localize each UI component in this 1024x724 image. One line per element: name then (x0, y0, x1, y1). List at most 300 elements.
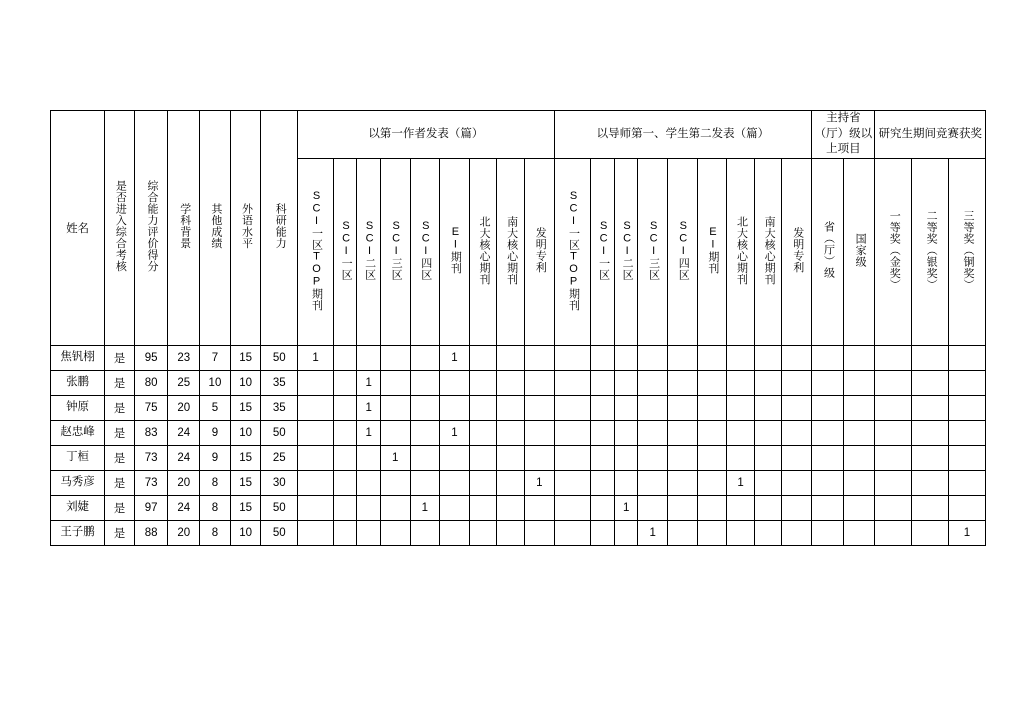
header-foreign-language (230, 111, 261, 346)
subheader-advisor-6 (727, 158, 755, 345)
cell-advisor-6: 1 (727, 470, 755, 495)
cell-research-ability: 30 (261, 470, 298, 495)
cell-advisor-5 (697, 520, 727, 545)
cell-first-author-3 (380, 345, 410, 370)
header-research-ability (261, 111, 298, 346)
cell-first-author-1 (333, 370, 356, 395)
subheader-project-1 (843, 158, 875, 345)
cell-competition-1 (912, 495, 949, 520)
cell-enter-review: 是 (105, 445, 135, 470)
cell-competition-0 (875, 470, 912, 495)
cell-name: 钟原 (51, 395, 105, 420)
cell-foreign-language: 15 (230, 495, 261, 520)
cell-first-author-8 (524, 395, 554, 420)
header-other-scores (200, 111, 231, 346)
cell-first-author-6 (469, 420, 497, 445)
cell-advisor-7 (754, 470, 782, 495)
cell-foreign-language: 15 (230, 445, 261, 470)
cell-first-author-0 (298, 395, 334, 420)
cell-project-0 (812, 370, 844, 395)
cell-advisor-5 (697, 420, 727, 445)
subheader-first-author-6 (469, 158, 497, 345)
cell-first-author-5 (440, 445, 470, 470)
cell-advisor-8 (782, 495, 812, 520)
cell-first-author-0 (298, 370, 334, 395)
cell-advisor-0 (554, 445, 591, 470)
cell-first-author-8: 1 (524, 470, 554, 495)
cell-other-scores: 8 (200, 470, 231, 495)
cell-first-author-8 (524, 345, 554, 370)
cell-competition-2 (949, 420, 986, 445)
subheader-competition-2-label: 三等奖（铜奖） (961, 209, 974, 291)
cell-discipline-background: 20 (168, 520, 200, 545)
cell-advisor-1 (591, 370, 614, 395)
cell-first-author-3 (380, 520, 410, 545)
cell-advisor-6 (727, 495, 755, 520)
cell-first-author-2: 1 (357, 420, 380, 445)
cell-other-scores: 7 (200, 345, 231, 370)
cell-advisor-3 (638, 345, 668, 370)
cell-advisor-4 (668, 370, 698, 395)
subheader-first-author-5 (440, 158, 470, 345)
subheader-advisor-8-label: 发明专利 (791, 227, 804, 274)
cell-competition-2 (949, 445, 986, 470)
cell-comprehensive-score: 73 (134, 470, 168, 495)
header-foreign-language-label: 外语水平 (240, 203, 253, 250)
cell-advisor-5 (697, 370, 727, 395)
cell-advisor-4 (668, 395, 698, 420)
cell-competition-1 (912, 345, 949, 370)
cell-enter-review: 是 (105, 470, 135, 495)
cell-advisor-1 (591, 420, 614, 445)
group-header-competition: 研究生期间竞赛获奖 (875, 111, 986, 159)
cell-first-author-2 (357, 445, 380, 470)
cell-advisor-1 (591, 445, 614, 470)
subheader-first-author-1 (333, 158, 356, 345)
cell-advisor-8 (782, 445, 812, 470)
cell-name: 张鹏 (51, 370, 105, 395)
cell-enter-review: 是 (105, 370, 135, 395)
cell-competition-2 (949, 395, 986, 420)
cell-other-scores: 9 (200, 445, 231, 470)
cell-competition-0 (875, 345, 912, 370)
subheader-first-author-6-label: 北大核心期刊 (477, 215, 490, 285)
cell-project-1 (843, 470, 875, 495)
cell-advisor-7 (754, 420, 782, 445)
cell-advisor-8 (782, 520, 812, 545)
cell-first-author-5: 1 (440, 420, 470, 445)
cell-first-author-1 (333, 420, 356, 445)
subheader-first-author-3-label: SCI三区 (390, 219, 403, 281)
cell-advisor-6 (727, 370, 755, 395)
cell-first-author-0 (298, 420, 334, 445)
cell-research-ability: 25 (261, 445, 298, 470)
cell-first-author-7 (497, 345, 525, 370)
table-body (51, 345, 986, 545)
cell-project-0 (812, 345, 844, 370)
cell-first-author-6 (469, 345, 497, 370)
cell-other-scores: 10 (200, 370, 231, 395)
subheader-first-author-8 (524, 158, 554, 345)
header-discipline-background (168, 111, 200, 346)
cell-first-author-7 (497, 420, 525, 445)
cell-enter-review: 是 (105, 395, 135, 420)
cell-advisor-6 (727, 345, 755, 370)
cell-advisor-3 (638, 420, 668, 445)
cell-comprehensive-score: 73 (134, 445, 168, 470)
cell-advisor-2 (614, 345, 637, 370)
cell-research-ability: 50 (261, 495, 298, 520)
header-enter-review-label: 是否进入综合考核 (114, 180, 127, 273)
cell-first-author-4 (410, 520, 440, 545)
subheader-competition-0-label: 一等奖（金奖） (888, 209, 901, 291)
cell-research-ability: 35 (261, 370, 298, 395)
cell-advisor-5 (697, 470, 727, 495)
cell-advisor-5 (697, 495, 727, 520)
cell-advisor-1 (591, 345, 614, 370)
cell-advisor-7 (754, 395, 782, 420)
cell-first-author-0 (298, 470, 334, 495)
cell-comprehensive-score: 83 (134, 420, 168, 445)
header-other-scores-label: 其他成绩 (209, 203, 222, 250)
cell-advisor-0 (554, 370, 591, 395)
cell-first-author-7 (497, 470, 525, 495)
cell-first-author-4 (410, 395, 440, 420)
cell-project-0 (812, 420, 844, 445)
cell-advisor-6 (727, 445, 755, 470)
subheader-first-author-0-label: SCI一区TOP期刊 (310, 189, 323, 311)
subheader-advisor-1 (591, 158, 614, 345)
cell-advisor-8 (782, 420, 812, 445)
table-row (51, 470, 986, 495)
subheader-first-author-4 (410, 158, 440, 345)
cell-first-author-4 (410, 420, 440, 445)
cell-advisor-5 (697, 345, 727, 370)
cell-name: 焦钒栩 (51, 345, 105, 370)
cell-first-author-5 (440, 470, 470, 495)
cell-first-author-5 (440, 495, 470, 520)
cell-first-author-7 (497, 520, 525, 545)
cell-first-author-4 (410, 370, 440, 395)
cell-advisor-0 (554, 520, 591, 545)
table-row (51, 370, 986, 395)
cell-advisor-0 (554, 470, 591, 495)
cell-advisor-5 (697, 395, 727, 420)
cell-comprehensive-score: 95 (134, 345, 168, 370)
subheader-advisor-3-label: SCI三区 (647, 219, 660, 281)
cell-first-author-6 (469, 470, 497, 495)
cell-first-author-5 (440, 520, 470, 545)
header-discipline-background-label: 学科背景 (178, 203, 191, 250)
subheader-first-author-2 (357, 158, 380, 345)
cell-competition-0 (875, 445, 912, 470)
cell-discipline-background: 20 (168, 470, 200, 495)
subheader-advisor-6-label: 北大核心期刊 (735, 215, 748, 285)
subheader-advisor-3 (638, 158, 668, 345)
cell-advisor-1 (591, 470, 614, 495)
cell-first-author-8 (524, 445, 554, 470)
subheader-competition-0 (875, 158, 912, 345)
cell-advisor-0 (554, 345, 591, 370)
cell-first-author-6 (469, 520, 497, 545)
cell-comprehensive-score: 75 (134, 395, 168, 420)
subheader-first-author-8-label: 发明专利 (534, 227, 547, 274)
cell-foreign-language: 10 (230, 520, 261, 545)
cell-first-author-5 (440, 395, 470, 420)
table-row (51, 345, 986, 370)
cell-advisor-2 (614, 420, 637, 445)
cell-name: 刘婕 (51, 495, 105, 520)
table-row (51, 395, 986, 420)
score-table (50, 110, 986, 546)
cell-enter-review: 是 (105, 345, 135, 370)
cell-other-scores: 5 (200, 395, 231, 420)
subheader-first-author-3 (380, 158, 410, 345)
subheader-competition-2 (949, 158, 986, 345)
subheader-advisor-5 (697, 158, 727, 345)
cell-first-author-1 (333, 470, 356, 495)
cell-project-0 (812, 445, 844, 470)
cell-advisor-3 (638, 470, 668, 495)
subheader-advisor-4-label: SCI四区 (677, 219, 690, 281)
cell-project-1 (843, 520, 875, 545)
cell-competition-0 (875, 495, 912, 520)
cell-project-1 (843, 370, 875, 395)
cell-first-author-3 (380, 470, 410, 495)
cell-first-author-2 (357, 470, 380, 495)
table-row (51, 520, 986, 545)
cell-advisor-8 (782, 395, 812, 420)
cell-first-author-6 (469, 495, 497, 520)
cell-advisor-4 (668, 445, 698, 470)
cell-advisor-4 (668, 420, 698, 445)
cell-advisor-0 (554, 495, 591, 520)
cell-advisor-5 (697, 445, 727, 470)
cell-first-author-3: 1 (380, 445, 410, 470)
cell-name: 赵忠峰 (51, 420, 105, 445)
subheader-advisor-7 (754, 158, 782, 345)
cell-project-0 (812, 520, 844, 545)
cell-enter-review: 是 (105, 520, 135, 545)
cell-research-ability: 50 (261, 520, 298, 545)
cell-first-author-7 (497, 370, 525, 395)
cell-first-author-4 (410, 445, 440, 470)
cell-first-author-2 (357, 495, 380, 520)
subheader-competition-1-label: 二等奖（银奖） (925, 209, 938, 291)
table-row (51, 495, 986, 520)
cell-competition-2 (949, 470, 986, 495)
cell-name: 王子鹏 (51, 520, 105, 545)
cell-first-author-4: 1 (410, 495, 440, 520)
cell-advisor-3 (638, 495, 668, 520)
cell-advisor-8 (782, 370, 812, 395)
cell-first-author-8 (524, 495, 554, 520)
subheader-advisor-2-label: SCI二区 (621, 219, 634, 281)
score-table-container (50, 110, 986, 546)
cell-competition-2 (949, 370, 986, 395)
subheader-project-0 (812, 158, 844, 345)
cell-name: 丁桓 (51, 445, 105, 470)
cell-first-author-1 (333, 395, 356, 420)
cell-competition-1 (912, 520, 949, 545)
cell-competition-2: 1 (949, 520, 986, 545)
subheader-project-0-label: 省（厅）级 (822, 221, 835, 279)
header-row-group (51, 111, 986, 159)
header-name: 姓名 (51, 111, 105, 346)
cell-competition-0 (875, 520, 912, 545)
cell-advisor-3: 1 (638, 520, 668, 545)
subheader-first-author-7 (497, 158, 525, 345)
cell-project-1 (843, 445, 875, 470)
cell-advisor-2: 1 (614, 495, 637, 520)
cell-competition-0 (875, 370, 912, 395)
subheader-advisor-5-label: EI期刊 (706, 226, 719, 275)
subheader-advisor-0-label: SCI一区TOP期刊 (567, 189, 580, 311)
cell-project-0 (812, 470, 844, 495)
cell-competition-1 (912, 445, 949, 470)
cell-advisor-7 (754, 370, 782, 395)
cell-first-author-3 (380, 420, 410, 445)
cell-advisor-4 (668, 470, 698, 495)
cell-first-author-1 (333, 345, 356, 370)
cell-advisor-4 (668, 520, 698, 545)
cell-first-author-8 (524, 370, 554, 395)
cell-first-author-5: 1 (440, 345, 470, 370)
cell-competition-1 (912, 370, 949, 395)
subheader-first-author-7-label: 南大核心期刊 (505, 215, 518, 285)
cell-foreign-language: 15 (230, 345, 261, 370)
cell-advisor-2 (614, 520, 637, 545)
header-research-ability-label: 科研能力 (274, 203, 287, 250)
cell-competition-2 (949, 345, 986, 370)
cell-first-author-2: 1 (357, 370, 380, 395)
subheader-project-1-label: 国家级 (854, 232, 867, 268)
cell-project-1 (843, 420, 875, 445)
cell-advisor-1 (591, 520, 614, 545)
cell-first-author-2: 1 (357, 395, 380, 420)
cell-advisor-8 (782, 345, 812, 370)
cell-name: 马秀彦 (51, 470, 105, 495)
group-header-advisor-first: 以导师第一、学生第二发表（篇） (554, 111, 812, 159)
subheader-first-author-1-label: SCI一区 (340, 219, 353, 281)
subheader-first-author-4-label: SCI四区 (419, 219, 432, 281)
cell-enter-review: 是 (105, 495, 135, 520)
cell-comprehensive-score: 97 (134, 495, 168, 520)
cell-advisor-4 (668, 495, 698, 520)
cell-first-author-4 (410, 470, 440, 495)
cell-foreign-language: 10 (230, 420, 261, 445)
cell-first-author-3 (380, 495, 410, 520)
table-row (51, 420, 986, 445)
subheader-first-author-2-label: SCI二区 (363, 219, 376, 281)
cell-advisor-2 (614, 395, 637, 420)
cell-discipline-background: 24 (168, 495, 200, 520)
cell-competition-0 (875, 420, 912, 445)
cell-competition-1 (912, 420, 949, 445)
cell-competition-2 (949, 495, 986, 520)
cell-enter-review: 是 (105, 420, 135, 445)
cell-advisor-1 (591, 395, 614, 420)
group-header-first-author: 以第一作者发表（篇） (298, 111, 555, 159)
cell-first-author-6 (469, 445, 497, 470)
cell-project-1 (843, 345, 875, 370)
cell-advisor-7 (754, 445, 782, 470)
cell-foreign-language: 15 (230, 470, 261, 495)
cell-advisor-7 (754, 495, 782, 520)
cell-first-author-2 (357, 345, 380, 370)
cell-first-author-6 (469, 370, 497, 395)
cell-discipline-background: 20 (168, 395, 200, 420)
cell-first-author-7 (497, 445, 525, 470)
cell-foreign-language: 10 (230, 370, 261, 395)
cell-first-author-2 (357, 520, 380, 545)
cell-advisor-6 (727, 420, 755, 445)
subheader-advisor-2 (614, 158, 637, 345)
cell-advisor-6 (727, 395, 755, 420)
cell-advisor-4 (668, 345, 698, 370)
cell-advisor-0 (554, 395, 591, 420)
cell-first-author-0 (298, 520, 334, 545)
cell-first-author-7 (497, 495, 525, 520)
cell-advisor-7 (754, 345, 782, 370)
cell-first-author-7 (497, 395, 525, 420)
subheader-first-author-0 (298, 158, 334, 345)
cell-first-author-5 (440, 370, 470, 395)
cell-foreign-language: 15 (230, 395, 261, 420)
cell-first-author-3 (380, 395, 410, 420)
cell-advisor-3 (638, 445, 668, 470)
header-comprehensive-score (134, 111, 168, 346)
cell-first-author-8 (524, 420, 554, 445)
table-row (51, 445, 986, 470)
cell-advisor-2 (614, 445, 637, 470)
cell-other-scores: 8 (200, 495, 231, 520)
cell-advisor-1 (591, 495, 614, 520)
cell-advisor-2 (614, 470, 637, 495)
cell-other-scores: 8 (200, 520, 231, 545)
cell-project-1 (843, 395, 875, 420)
cell-first-author-8 (524, 520, 554, 545)
cell-first-author-0 (298, 495, 334, 520)
subheader-advisor-4 (668, 158, 698, 345)
cell-discipline-background: 24 (168, 420, 200, 445)
group-header-host-project: 主持省（厅）级以上项目 (812, 111, 875, 159)
cell-competition-1 (912, 470, 949, 495)
cell-advisor-6 (727, 520, 755, 545)
cell-advisor-0 (554, 420, 591, 445)
cell-first-author-1 (333, 445, 356, 470)
cell-first-author-1 (333, 495, 356, 520)
cell-first-author-0: 1 (298, 345, 334, 370)
cell-comprehensive-score: 80 (134, 370, 168, 395)
cell-research-ability: 50 (261, 345, 298, 370)
subheader-competition-1 (912, 158, 949, 345)
cell-project-1 (843, 495, 875, 520)
cell-first-author-3 (380, 370, 410, 395)
cell-first-author-0 (298, 445, 334, 470)
cell-advisor-3 (638, 370, 668, 395)
cell-project-0 (812, 395, 844, 420)
cell-research-ability: 50 (261, 420, 298, 445)
cell-discipline-background: 23 (168, 345, 200, 370)
subheader-advisor-8 (782, 158, 812, 345)
cell-first-author-4 (410, 345, 440, 370)
header-comprehensive-score-label: 综合能力评价得分 (146, 180, 159, 273)
cell-first-author-6 (469, 395, 497, 420)
subheader-advisor-1-label: SCI一区 (597, 219, 610, 281)
cell-comprehensive-score: 88 (134, 520, 168, 545)
cell-advisor-3 (638, 395, 668, 420)
